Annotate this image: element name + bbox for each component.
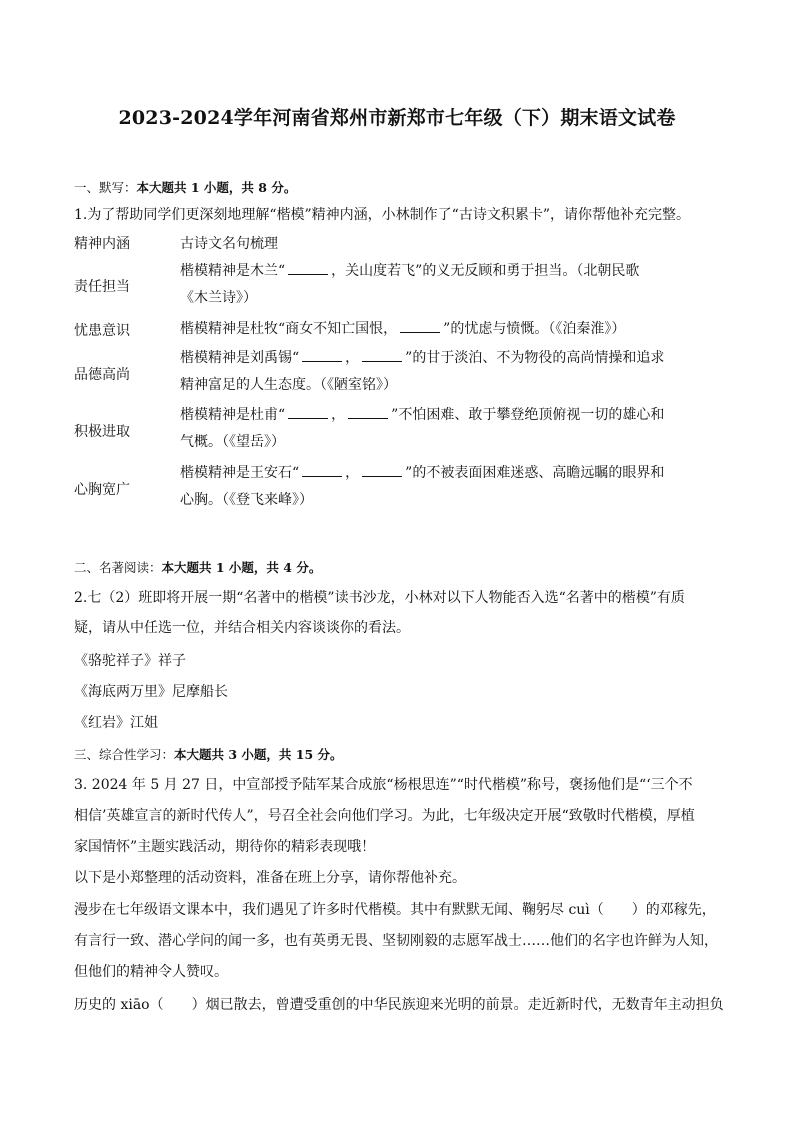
answer-blank[interactable] — [302, 348, 342, 362]
question-3-intro: 以下是小郑整理的活动资料，准备在班上分享，请你帮他补充。 — [74, 870, 466, 886]
option-item: 《海底两万里》尼摩船长 — [74, 684, 228, 700]
row-3-line-1 — [180, 348, 664, 368]
row-5-line-2: 心胸。（《登飞来峰》） — [180, 492, 313, 508]
row-5-text-a: 楷模精神是王安石“ — [180, 465, 300, 481]
row-label-broadminded: 心胸宽广 — [74, 482, 130, 498]
row-3-text-a: 楷模精神是刘禹锡“ — [180, 350, 300, 366]
question-2-line-2: 疑，请从中任选一位，并结合相关内容谈谈你的看法。 — [74, 620, 410, 636]
question-3-line-2: 相信’英雄宣言的新时代传人”，号召全社会向他们学习。为此，七年级决定开展“致敬时代楷模，厚植 — [74, 808, 695, 824]
section-2-heading-prefix: 二、名著阅读： — [74, 560, 162, 575]
answer-blank[interactable] — [348, 405, 388, 419]
section-1-heading — [74, 178, 296, 196]
row-4-text-a: 楷模精神是杜甫“ — [180, 407, 286, 423]
row-3-comma: ， — [345, 350, 360, 366]
section-3-heading — [74, 745, 343, 763]
row-2-text-a: 楷模精神是杜牧“商女不知亡国恨， — [180, 321, 398, 337]
question-3-line-3: 家国情怀”主题实践活动，期待你的精彩表现哦！ — [74, 839, 376, 855]
row-5-text-b: ”的不被表面困难迷惑、高瞻远瞩的眼界和 — [405, 465, 665, 481]
row-1-text-a: 楷模精神是木兰“ — [180, 263, 286, 279]
section-1-heading-rest: 本大题共 1 小题，共 8 分。 — [136, 180, 297, 195]
row-2-line-1 — [180, 319, 625, 339]
row-label-responsibility: 责任担当 — [74, 279, 130, 295]
row-4-line-1 — [180, 405, 664, 425]
row-1-line-1 — [180, 261, 639, 281]
passage-line-1: 漫步在七年级语文课本中，我们遇见了许多时代楷模。其中有默默无闻、鞠躬尽 cuì（ ）的邓稼先， — [74, 902, 716, 918]
passage-line-4: 历史的 xiāo（ ）烟已散去，曾遭受重创的中华民族迎来光明的前景。走近新时代，无数青年主动担负 — [74, 997, 724, 1013]
row-label-progress: 积极进取 — [74, 424, 130, 440]
section-1-heading-prefix: 一、默写： — [74, 180, 137, 195]
section-2-heading-rest: 本大题共 1 小题，共 4 分。 — [161, 560, 322, 575]
row-2-text-b: ”的忧虑与愤慨。（《泊秦淮》） — [443, 321, 626, 337]
row-label-virtue: 品德高尚 — [74, 367, 130, 383]
column-header-poems: 古诗文名句梳理 — [180, 236, 278, 252]
answer-blank[interactable] — [288, 261, 328, 275]
row-5-comma: ， — [345, 465, 360, 481]
row-3-text-b: ”的甘于淡泊、不为物役的高尚情操和追求 — [405, 350, 665, 366]
section-2-heading — [74, 558, 321, 576]
row-1-line-2: 《木兰诗》） — [180, 290, 257, 306]
row-label-concern: 忧患意识 — [74, 323, 130, 339]
row-3-line-2: 精神富足的人生态度。（《陋室铭》） — [180, 377, 397, 393]
passage-line-2: 有言行一致、潜心学问的闻一多，也有英勇无畏、坚韧刚毅的志愿军战士……他们的名字也许鲜为人知， — [74, 933, 718, 949]
page-title: 2023-2024学年河南省郑州市新郑市七年级（下）期末语文试卷 — [118, 107, 676, 129]
question-1-text: 1.为了帮助同学们更深刻地理解“楷模”精神内涵，小林制作了“古诗文积累卡”，请你帮他补充完整。 — [74, 207, 690, 223]
row-5-line-1 — [180, 463, 664, 483]
answer-blank[interactable] — [302, 463, 342, 477]
passage-line-3: 但他们的精神令人赞叹。 — [74, 964, 228, 980]
answer-blank[interactable] — [362, 348, 402, 362]
section-3-heading-rest: 本大题共 3 小题，共 15 分。 — [174, 747, 343, 762]
answer-blank[interactable] — [288, 405, 328, 419]
row-1-text-b: ，关山度若飞”的义无反顾和勇于担当。（北朝民歌 — [331, 263, 640, 279]
option-item: 《骆驼祥子》祥子 — [74, 653, 186, 669]
row-4-comma: ， — [331, 407, 346, 423]
row-4-text-b: ”不怕困难、敢于攀登绝顶俯视一切的雄心和 — [391, 407, 665, 423]
question-3-line-1: 3. 2024 年 5 月 27 日，中宣部授予陆军某合成旅“杨根思连”“时代楷模”称号，褒扬他们是“‘三个不 — [74, 777, 693, 793]
section-3-heading-prefix: 三、综合性学习： — [74, 747, 175, 762]
answer-blank[interactable] — [400, 319, 440, 333]
question-2-line-1: 2.七（2）班即将开展一期“名著中的楷模”读书沙龙，小林对以下人物能否入选“名著中的楷模”有质 — [74, 590, 685, 606]
column-header-spirit: 精神内涵 — [74, 236, 130, 252]
option-item: 《红岩》江姐 — [74, 715, 158, 731]
answer-blank[interactable] — [362, 463, 402, 477]
row-4-line-2: 气概。（《望岳》） — [180, 434, 285, 450]
